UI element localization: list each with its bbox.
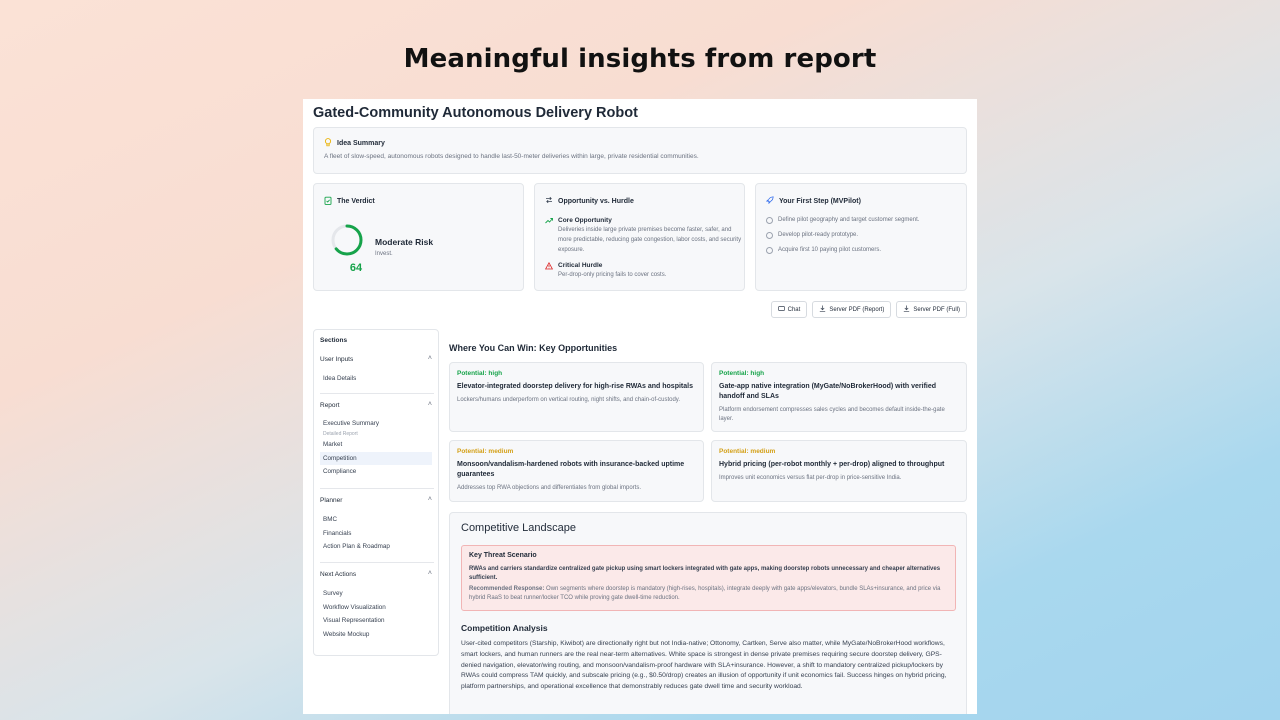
score-gauge (330, 222, 364, 258)
opportunity-card (711, 362, 967, 432)
key-threat-heading: Key Threat Scenario (469, 552, 537, 559)
sidebar-item-compliance[interactable]: Compliance (323, 468, 357, 476)
chat-icon (778, 306, 785, 314)
core-opportunity-title: Core Opportunity (558, 217, 612, 224)
core-opportunity-text: Deliveries inside large private premises become faster, safer, and more predictable, reducing gate congestion, labor costs, and security exposure. (558, 227, 742, 253)
idea-summary-text: A fleet of slow-speed, autonomous robots designed to handle last-50-meter deliveries within large, private residential communities. (324, 153, 699, 160)
sidebar-group-header[interactable] (314, 353, 438, 365)
sidebar-item-action-plan[interactable]: Action Plan & Roadmap (323, 543, 390, 551)
sidebar-group-planner (314, 494, 438, 554)
verdict-score: 64 (349, 262, 363, 274)
potential-label: Potential: medium (457, 448, 514, 455)
recommended-response-text: Own segments where doorstep is mandatory (high-rises, hospitals), integrate deeply with gate apps/elevators, bundle SLAs+insurance, and price via hybrid RaaS to beat runner/locker TCO while proving gate dwell-time reduction. (469, 586, 941, 601)
sidebar-group-next-actions (314, 568, 438, 641)
sidebar-item-idea-details[interactable]: Idea Details (323, 375, 357, 383)
sidebar-group-header[interactable] (314, 399, 438, 411)
divider (320, 562, 434, 563)
sidebar-subheading: Detailed Report (323, 430, 358, 437)
verdict-card (313, 183, 524, 291)
circle-icon (766, 232, 773, 239)
circle-icon (766, 247, 773, 254)
server-pdf-report-label: Server PDF (Report) (829, 306, 885, 313)
chevron-up-icon: ˄ (427, 355, 432, 362)
page-title: Gated-Community Autonomous Delivery Robot (313, 105, 638, 121)
sidebar-item-survey[interactable]: Survey (323, 590, 343, 598)
sidebar-group-header[interactable] (314, 568, 438, 580)
step-item[interactable] (766, 246, 919, 254)
swap-icon (545, 196, 553, 206)
sidebar-group-user-inputs (314, 353, 438, 386)
potential-label: Potential: medium (719, 448, 776, 455)
sections-sidebar (313, 329, 439, 656)
opportunity-card (449, 440, 704, 502)
divider (320, 393, 434, 394)
sidebar-item-market[interactable]: Market (323, 441, 343, 449)
competition-analysis-heading: Competition Analysis (461, 623, 548, 633)
sidebar-group-label: Next Actions (320, 570, 357, 578)
recommended-response-label: Recommended Response: (469, 586, 545, 592)
warning-icon (545, 262, 553, 281)
opportunity-text: Platform endorsement compresses sales cycles and becomes default inside-the-gate layer. (719, 407, 945, 422)
potential-label: Potential: high (457, 370, 503, 377)
opportunity-hurdle-heading: Opportunity vs. Hurdle (558, 197, 634, 205)
key-threat-text: RWAs and carriers standardize centralized gate pickup using smart lockers integrated with gate apps, making doorstep robots unnecessary and cheaper alternatives sufficient. (469, 566, 941, 581)
sidebar-group-label: Planner (320, 496, 343, 504)
sidebar-group-report (314, 399, 438, 479)
trending-up-icon (545, 217, 553, 255)
download-icon (819, 305, 826, 314)
chevron-up-icon: ˄ (427, 570, 432, 577)
idea-summary-heading: Idea Summary (337, 140, 385, 147)
rocket-icon (766, 196, 774, 206)
app-screenshot (303, 99, 977, 714)
potential-label: Potential: high (719, 370, 765, 377)
step-text: Acquire first 10 paying pilot customers. (778, 247, 882, 253)
sidebar-item-competition[interactable]: Competition (320, 452, 432, 466)
first-step-heading: Your First Step (MVPilot) (779, 197, 861, 205)
competitive-landscape-heading: Competitive Landscape (461, 522, 576, 534)
sidebar-item-workflow-visualization[interactable]: Workflow Visualization (323, 603, 386, 611)
server-pdf-full-label: Server PDF (Full) (913, 306, 960, 313)
step-text: Develop pilot-ready prototype. (778, 232, 859, 238)
competitive-landscape-card (449, 512, 967, 714)
sidebar-group-label: Report (320, 401, 340, 409)
chevron-up-icon: ˄ (427, 401, 432, 408)
chat-button[interactable] (771, 301, 808, 318)
competition-analysis-text: User-cited competitors (Starship, Kiwibot) are directionally right but not India-native; Ottonomy, Cartken, Serve also matter, while MyGate/NoBrokerHood workflows, smart lockers, and human runners are the real near-term alternatives. White space is strongest in dense private premises requiring secure doorstep delivery, GPS-denied navigation, elevator/wing routing, and monsoon/vandalism-proof hardware with SLA+insurance. However, a shift to mandatory centralized pickup/lockers by RWAs could compress TAM quickly, and subscale pricing (e.g., $0.50/drop) creates an illusion of opportunity if unit economics fail. Success hinges on hybrid pricing, platform partnerships, and operational excellence that demonstrably reduces gate dwell time and security workload. (461, 640, 947, 691)
opportunity-hurdle-card (534, 183, 745, 291)
sidebar-item-bmc[interactable]: BMC (323, 516, 337, 524)
opportunity-text: Improves unit economics versus flat per-drop in price-sensitive India. (719, 475, 902, 481)
lightbulb-icon (324, 138, 332, 149)
sidebar-item-visual-representation[interactable]: Visual Representation (323, 617, 385, 625)
risk-label: Moderate Risk (375, 237, 434, 247)
chevron-up-icon: ˄ (427, 496, 432, 503)
divider (320, 488, 434, 489)
sidebar-group-label: User Inputs (320, 355, 354, 363)
server-pdf-full-button[interactable] (896, 301, 967, 318)
sidebar-item-executive-summary[interactable]: Executive Summary (323, 420, 379, 427)
key-threat-box (461, 545, 956, 611)
verdict-heading: The Verdict (337, 198, 375, 205)
clipboard-check-icon (324, 196, 332, 207)
circle-icon (766, 217, 773, 224)
recommended-response (469, 585, 948, 602)
first-step-card (755, 183, 967, 291)
critical-hurdle-title: Critical Hurdle (558, 262, 603, 269)
idea-summary-card (313, 127, 967, 174)
critical-hurdle-text: Per-drop-only pricing fails to cover costs. (558, 272, 667, 278)
step-item[interactable] (766, 231, 919, 239)
opportunity-title: Monsoon/vandalism-hardened robots with insurance-backed uptime guarantees (457, 461, 685, 478)
verdict-sub: Invest. (375, 251, 393, 257)
step-item[interactable] (766, 216, 919, 224)
opportunity-card (711, 440, 967, 502)
sidebar-item-financials[interactable]: Financials (323, 529, 352, 537)
opportunity-title: Gate-app native integration (MyGate/NoBrokerHood) with verified handoff and SLAs (719, 383, 937, 400)
step-text: Define pilot geography and target customer segment. (778, 217, 920, 223)
sidebar-group-header[interactable] (314, 494, 438, 506)
opportunity-title: Elevator-integrated doorstep delivery for high-rise RWAs and hospitals (457, 383, 693, 390)
sidebar-item-website-mockup[interactable]: Website Mockup (323, 630, 370, 638)
opportunity-title: Hybrid pricing (per-robot monthly + per-drop) aligned to throughput (719, 461, 945, 468)
opportunity-card (449, 362, 704, 432)
opportunity-text: Addresses top RWA objections and differentiates from global imports. (457, 485, 641, 491)
download-icon (903, 305, 910, 314)
opportunity-text: Lockers/humans underperform on vertical routing, night shifts, and chain-of-custody. (457, 397, 681, 403)
chat-button-label: Chat (787, 306, 801, 313)
server-pdf-report-button[interactable] (812, 301, 891, 318)
opportunities-heading: Where You Can Win: Key Opportunities (449, 343, 618, 353)
slide-title: Meaningful insights from report (403, 44, 877, 74)
sections-heading: Sections (320, 337, 348, 344)
